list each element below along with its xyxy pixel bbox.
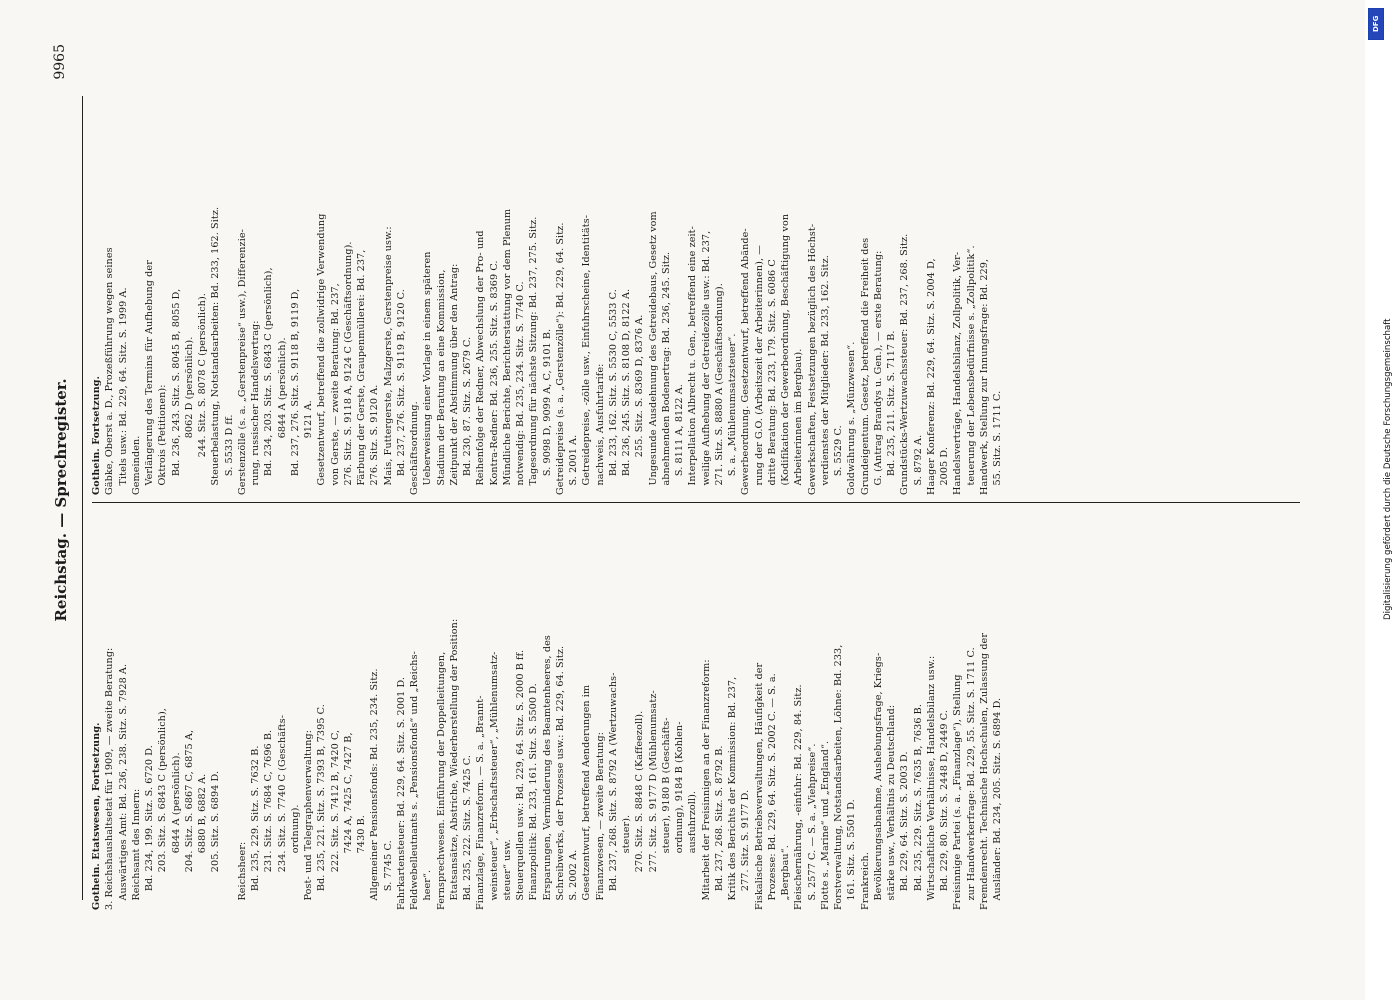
register-line: dritte Beratung: Bd. 233, 179. Sitz. S. 6086 C bbox=[766, 259, 778, 495]
register-line: steuer). bbox=[621, 814, 632, 910]
register-line: Zeitpunkt der Abstimmung über den Antrag: bbox=[448, 263, 460, 495]
column-divider bbox=[92, 502, 1300, 503]
register-line: Bd. 237, 268. Sitz. S. 8792 A (Wertzuwachs- bbox=[607, 672, 619, 910]
register-line: Färbung der Gerste, Graupenmüllerei: Bd. 237, bbox=[356, 249, 367, 495]
register-line: (Kodifikation der Gewerbeordnung, Beschäftigung von bbox=[780, 213, 791, 495]
register-line: Kontra-Redner: Bd. 236, 255. Sitz. S. 8369 C. bbox=[488, 260, 500, 495]
register-line: Bd. 229, 64. Sitz. S. 2003 D. bbox=[899, 751, 911, 910]
register-line: Bevölkerungsabnahme, Aushebungsfrage, Kriegs- bbox=[872, 652, 884, 910]
register-line: Reichsamt des Innern: bbox=[130, 788, 142, 910]
register-line: Ungesunde Ausdehnung des Getreidebaus, Gesetz vom bbox=[647, 211, 659, 495]
register-line: Mais, Futtergerste, Malzgerste, Gerstenpreise usw.: bbox=[382, 226, 394, 495]
register-line: 7424 A, 7425 C, 7427 B, bbox=[342, 732, 354, 910]
register-line: 276. Sitz. S. 9120 A. bbox=[369, 384, 381, 495]
register-line: S. 5529 C. bbox=[833, 425, 844, 495]
register-line: Bd. 237, 276. Sitz. S. 9119 B, 9120 C. bbox=[395, 289, 407, 495]
register-line: 8062 D (persönlich). bbox=[183, 336, 195, 495]
header-rule bbox=[82, 96, 83, 900]
register-line: Etatsansätze, Abstriche, Wiederherstellung der Position: bbox=[448, 618, 460, 910]
register-line: S. 5533 D ff. bbox=[223, 414, 235, 495]
register-line: Forstverwaltung, Notstandsarbeiten, Löhne: Bd. 233, bbox=[833, 644, 844, 910]
register-line: 234. Sitz. S. 7740 C (Geschäfts- bbox=[276, 714, 288, 910]
register-line: Ersparungen, Verminderung des Beamtenheeres, des bbox=[541, 635, 553, 910]
register-line: Oktrois (Petitionen): bbox=[157, 384, 169, 495]
page-header bbox=[52, 40, 76, 960]
register-line: heer“. bbox=[422, 869, 434, 910]
register-line: weinsteuer“, „Erbschaftssteuer“, „Mühlenumsatz- bbox=[488, 651, 500, 910]
register-line: Verlängerung des Termins für Aufhebung der bbox=[144, 260, 155, 495]
register-line: Geschäftsordnung. bbox=[409, 401, 420, 495]
register-line: Gäbke, Oberst a. D., Prozeßführung wegen seines bbox=[104, 247, 116, 495]
register-line: S. 2001 A. bbox=[568, 434, 579, 495]
register-line: Mündliche Berichte, Berichterstattung vor dem Plenum bbox=[501, 208, 513, 495]
register-line: ordnung), 9184 B (Kohlen- bbox=[674, 721, 685, 910]
register-line: 2005 D. bbox=[939, 446, 950, 495]
register-line: Bd. 230, 87. Sitz. S. 2679 C. bbox=[462, 336, 473, 495]
register-line: Bd. 229, 80. Sitz. S. 2448 D, 2449 C. bbox=[939, 709, 950, 910]
register-line: S. 8792 A. bbox=[912, 434, 924, 495]
digitization-sidebar bbox=[1365, 0, 1393, 1000]
register-line: Fiskalische Betriebsverwaltungen, Häufigkeit der bbox=[753, 662, 765, 910]
register-line: Schreibwerks, der Prozesse usw.: Bd. 229, 64. Sitz. bbox=[554, 645, 566, 910]
register-line: Kritik des Berichts der Kommission: Bd. 237, bbox=[727, 676, 738, 910]
register-line: Gesetzentwurf, betreffend Aenderungen im bbox=[581, 684, 593, 910]
register-line: S. 2577 C. — S. a. „Viehpreise“. bbox=[806, 743, 818, 910]
register-line: Bd. 237, 268. Sitz. S. 8792 B. bbox=[713, 745, 725, 910]
register-line: Bd. 237, 276. Sitz. S. 9118 B, 9119 D, bbox=[289, 288, 301, 495]
register-line: 271. Sitz. S. 8880 A (Geschäftsordnung). bbox=[713, 283, 725, 495]
register-line: 7430 B. bbox=[356, 815, 367, 910]
register-line: Bd. 236, 245. Sitz. S. 8108 D, 8122 A. bbox=[621, 288, 632, 495]
register-line: Getreidepreise (s. a. „Gerstenzölle“): Bd. 229, 64. Sitz. bbox=[554, 222, 566, 495]
register-line: Gothein. Etatswesen, Fortsetzung. bbox=[91, 722, 102, 910]
right-text-column bbox=[90, 91, 1310, 495]
register-line: Fleischernährung, -einfuhr: Bd. 229, 84. Sitz. bbox=[793, 684, 805, 910]
register-line: Ausländer: Bd. 234, 205. Sitz. S. 6894 D. bbox=[992, 697, 1003, 910]
register-line: Stadium der Beratung an eine Kommission, bbox=[435, 269, 447, 495]
register-line: 161. Sitz. S. 5501 D. bbox=[846, 799, 858, 910]
register-line: Bd. 235, 222. Sitz. S. 7425 C. bbox=[462, 754, 473, 910]
register-line: 277. Sitz. S. 9177 D (Mühlenumsatz- bbox=[647, 690, 659, 910]
register-line: Bd. 233, 162. Sitz. S. 5530 C, 5533 C. bbox=[607, 289, 619, 495]
register-line: Getreidepreise, -zölle usw., Einfuhrscheine, Identitäts- bbox=[581, 214, 593, 495]
register-line: Steuerbelastung, Notstandsarbeiten: Bd. 233, 162. Sitz. bbox=[210, 206, 222, 495]
register-line: ausfuhrzoll). bbox=[687, 790, 699, 910]
register-line: zur Handwerkerfrage: Bd. 229, 55. Sitz. S. 1711 C. bbox=[965, 647, 977, 910]
register-line: S. 8111 A, 8122 A. bbox=[674, 384, 685, 495]
register-line: Ueberweisung einer Vorlage in einem späteren bbox=[422, 251, 434, 495]
register-line: Gewerkschaften, Festsetzungen bezüglich des Höchst- bbox=[806, 223, 818, 495]
register-line: Finanzlage, Finanzreform. — S. a. „Brannt- bbox=[475, 695, 487, 910]
register-line: 55. Sitz. S. 1711 C. bbox=[992, 390, 1003, 495]
register-line: Bd. 235, 229. Sitz. S. 7635 B, 7636 B. bbox=[912, 704, 924, 910]
register-line: Interpellation Albrecht u. Gen., betreffend eine zeit- bbox=[687, 226, 699, 495]
register-line: Feldwebelleutnants s. „Pensionsfonds“ und „Reichs- bbox=[409, 651, 420, 910]
register-line: S. 2002 A. bbox=[568, 849, 579, 910]
dfg-credit-text: Digitalisierung gefördert durch die Deutsche Forschungsgemeinschaft bbox=[1383, 318, 1393, 620]
register-line: 9121 A. bbox=[303, 400, 314, 495]
register-line: Gemeinden. bbox=[130, 435, 142, 495]
register-line: Haager Konferenz: Bd. 229, 64. Sitz. S. 2004 D, bbox=[925, 258, 937, 495]
register-line: Prozesse: Bd. 229, 64. Sitz. S. 2002 C. — S. a. bbox=[766, 673, 778, 910]
register-line: Steuerquellen usw.: Bd. 229, 64. Sitz. S. 2000 B ff. bbox=[515, 649, 526, 910]
register-line: G. (Antrag Brandys u. Gen.), — erste Beratung: bbox=[872, 250, 884, 495]
register-line: Wirtschaftliche Verhältnisse, Handelsbilanz usw.: bbox=[925, 655, 937, 910]
register-line: Bd. 234, 199. Sitz. S. 6720 D. bbox=[144, 745, 155, 910]
register-line: Titels usw.: Bd. 229, 64. Sitz. S. 1999 A. bbox=[117, 287, 129, 495]
register-line: 231. Sitz. S. 7684 C, 7696 B. bbox=[263, 729, 275, 910]
left-text-column bbox=[90, 506, 1310, 910]
register-line: Freisinnige Partei (s. a. „Finanzlage“), Stellung bbox=[952, 674, 964, 910]
register-line: 244. Sitz. S. 8078 C (persönlich). bbox=[197, 293, 208, 495]
register-line: steuer“ usw. bbox=[501, 839, 513, 910]
register-line: Gesetzentwurf, betreffend die zollwidrige Verwendung bbox=[316, 213, 328, 495]
page-number: 9965 bbox=[52, 44, 68, 80]
register-line: Fernsprechwesen. Einführung der Doppelleitungen, bbox=[435, 651, 447, 910]
register-line: 205. Sitz. S. 6894 D. bbox=[210, 770, 222, 910]
register-line: Handelsverträge, Handelsbilanz, Zollpolitik, Ver- bbox=[952, 251, 964, 495]
register-line: Reihenfolge der Redner, Abwechslung der Pro- und bbox=[475, 230, 487, 495]
register-line: Fahrkartensteuer: Bd. 229, 64. Sitz. S. 2001 D. bbox=[395, 676, 407, 910]
register-line: rung, russischer Handelsvertrag: bbox=[250, 320, 261, 495]
register-line: S. a. „Mühlenumsatzsteuer“. bbox=[727, 333, 738, 495]
register-line: 204. Sitz. S. 6867 C, 6875 A, bbox=[183, 729, 195, 910]
register-line: 222. Sitz. S. 7412 B, 7420 C, bbox=[329, 729, 341, 910]
register-line: S. 7745 C. bbox=[382, 840, 394, 910]
register-line: 6844 A (persönlich). bbox=[276, 337, 288, 495]
register-line: weilige Aufhebung der Getreidezölle usw.: Bd. 237, bbox=[700, 230, 712, 495]
register-line: Tagesordnung für nächste Sitzung: Bd. 237, 275. Sitz. bbox=[528, 216, 540, 495]
register-line: Post- und Telegraphenverwaltung: bbox=[303, 729, 314, 910]
register-line: Bd. 234, 203. Sitz. S. 6843 C (persönlich), bbox=[263, 267, 275, 495]
register-line: Fremdenrecht. Technische Hochschulen, Zulassung der bbox=[978, 632, 990, 910]
register-line: „Bergbau“. bbox=[780, 845, 791, 910]
register-line: Gerstenzölle (s. a. „Gerstenpreise“ usw.), Differenzie- bbox=[236, 229, 248, 495]
register-line: Bd. 235, 221. Sitz. S. 7393 B, 7395 C. bbox=[316, 704, 328, 910]
register-line: rung der G.O. (Arbeitszeit der Arbeiterinnen), — bbox=[753, 245, 765, 495]
register-line: 203. Sitz. S. 6843 C (persönlich), bbox=[157, 708, 169, 910]
register-line: 255. Sitz. S. 8369 D, 8376 A. bbox=[634, 314, 646, 495]
register-line: Frankreich. bbox=[859, 852, 871, 910]
register-line: 276. Sitz. S. 9118 A, 9124 C (Geschäftsordnung). bbox=[342, 241, 354, 495]
register-line: notwendig: Bd. 235, 234. Sitz. S. 7740 C. bbox=[515, 281, 526, 495]
page-title: Reichstag. — Sprechregister. bbox=[52, 378, 70, 622]
register-line: Grundstücks-Wertzuwachssteuer: Bd. 237, 268. Sitz. bbox=[899, 233, 911, 495]
register-line: Goldwährung s. „Münzwesen“. bbox=[846, 341, 858, 495]
register-line: 3. Reichshaushaltsetat für 1909, — zweite Beratung: bbox=[104, 647, 116, 910]
register-line: Finanzwesen, — zweite Beratung: bbox=[594, 731, 606, 910]
register-line: Gewerbeordnung. Gesetzentwurf, betreffend Abände- bbox=[740, 228, 752, 495]
register-line: Gothein. Fortsetzung. bbox=[91, 375, 102, 495]
register-line: 277. Sitz. S. 9177 D. bbox=[740, 789, 752, 910]
register-line: Bd. 235, 211. Sitz. S. 7117 B. bbox=[886, 330, 897, 495]
register-line: verdienstes der Mitglieder: Bd. 233, 162. Sitz. bbox=[819, 255, 831, 495]
register-line: nachweis, Ausfuhrtarife: bbox=[594, 363, 606, 495]
register-line: 6844 A (persönlich). bbox=[170, 752, 182, 910]
register-line: Mitarbeit der Freisinnigen an der Finanzreform: bbox=[700, 659, 712, 910]
register-line: Allgemeiner Pensionsfonds: Bd. 235, 234. Sitz. bbox=[369, 668, 381, 910]
register-line: Finanzpolitik: Bd. 233, 161. Sitz. S. 5500 D. bbox=[528, 683, 540, 910]
register-line: von Gerste, — zweite Beratung: Bd. 237, bbox=[329, 283, 341, 495]
register-line: 270. Sitz. S. 8848 C (Kaffeezoll). bbox=[634, 710, 646, 910]
register-line: Handwerk, Stellung zur Innungsfrage: Bd. 229, bbox=[978, 258, 990, 495]
register-line: stärke usw., Verhältnis zu Deutschland: bbox=[886, 704, 897, 910]
dfg-logo-icon: DFG bbox=[1368, 8, 1384, 40]
register-line: ordnung). bbox=[289, 804, 301, 910]
register-line: teuerung der Lebensbedürfnisse s. „Zollpolitik“. bbox=[965, 245, 977, 495]
register-line: S. 9098 D, 9099 A, C, 9101 B. bbox=[541, 328, 553, 495]
register-line: Bd. 235, 229. Sitz. S. 7632 B. bbox=[250, 745, 261, 910]
register-line: Arbeiterinnen im Bergbau). bbox=[793, 348, 805, 495]
register-line: Bd. 236, 243. Sitz. S. 8045 B, 8055 D, bbox=[170, 288, 182, 495]
register-line: Auswärtiges Amt: Bd. 236, 238. Sitz. S. 7928 A. bbox=[117, 663, 129, 910]
register-line: Grundeigentum. Gesetz, betreffend die Freiheit des bbox=[859, 237, 871, 495]
register-line: Reichsheer: bbox=[236, 841, 248, 910]
register-line: abnehmenden Bodenertrag: Bd. 236, 245. Sitz. bbox=[660, 251, 672, 495]
register-line: 6880 B, 6882 A. bbox=[197, 773, 208, 910]
register-line: steuer), 9180 B (Geschäfts- bbox=[660, 717, 672, 910]
register-line: Flotte s. „Marine“ und „England“. bbox=[819, 740, 831, 910]
register-line bbox=[223, 506, 236, 910]
